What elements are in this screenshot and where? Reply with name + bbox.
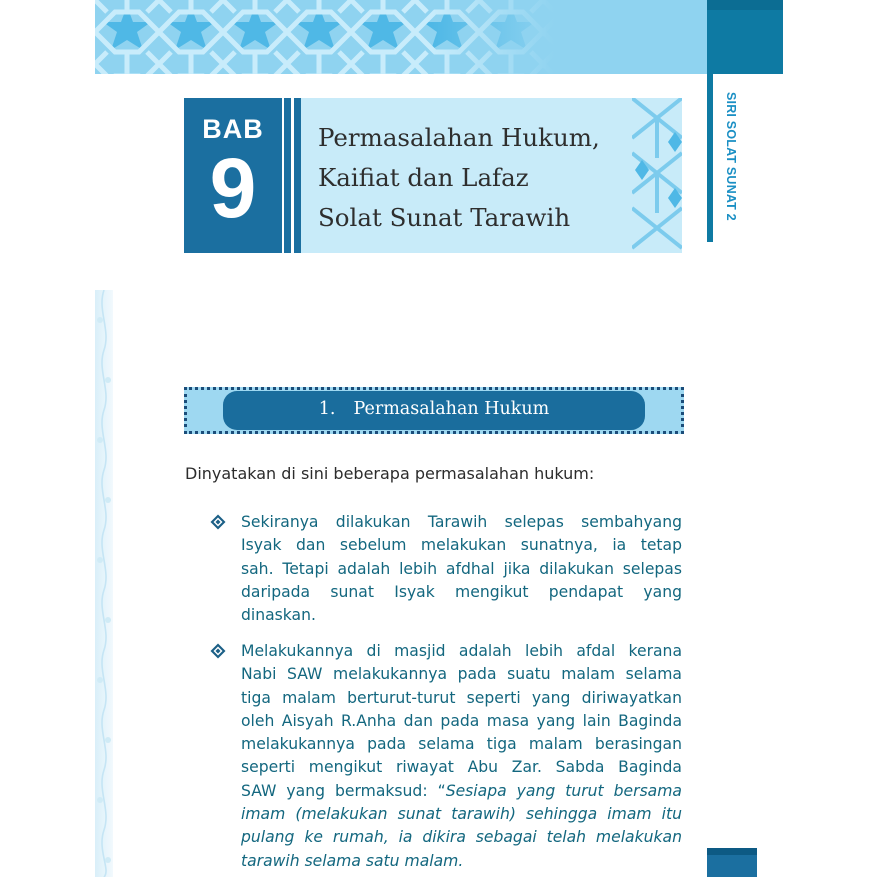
bullet-line: Isyak dan sebelum melakukan sunatnya, ia tetap	[241, 536, 682, 555]
bullet-line: seperti mengikut riwayat Abu Zar. Sabda Baginda	[241, 758, 682, 777]
intro-paragraph: Dinyatakan di sini beberapa permasalahan hukum:	[185, 464, 595, 483]
bullet-item	[241, 640, 682, 873]
bullet-line: Nabi SAW melakukannya pada suatu malam selama	[241, 665, 682, 684]
chapter-number: 9	[209, 141, 257, 235]
section-heading	[223, 396, 645, 422]
chapter-title	[318, 118, 638, 238]
bullet-line: daripada sunat Isyak mengikut pendapat yang	[241, 582, 682, 601]
side-accent-strip	[707, 74, 713, 242]
chapter-title-line: Kaifiat dan Lafaz	[318, 163, 529, 192]
top-right-tab	[707, 0, 783, 74]
chapter-divider-bar	[284, 98, 291, 253]
bullet-line: Sekiranya dilakukan Tarawih selepas sembahyang	[241, 513, 682, 531]
quote-line: tarawih selama satu malam.	[241, 851, 464, 870]
diamond-bullet-icon	[210, 643, 226, 659]
bullet-line: melakukannya pada selama tiga malam berasingan	[241, 735, 682, 754]
series-side-label: SIRI SOLAT SUNAT 2	[724, 92, 738, 221]
chapter-title-box	[301, 98, 682, 253]
chapter-divider-bar	[294, 98, 301, 253]
quote-line: pulang ke rumah, ia dikira sebagai telah melakukan	[241, 828, 682, 847]
bullet-line-plain: SAW yang bermaksud: “	[241, 781, 446, 800]
bullet-line-mixed	[241, 780, 682, 803]
bullet-line: oleh Aisyah R.Anha dan pada masa yang lain Baginda	[241, 711, 682, 730]
bullet-line: Melakukannya di masjid adalah lebih afdal kerana	[241, 642, 682, 660]
floral-pattern-icon	[95, 290, 113, 877]
bullet-line: tiga malam berturut-turut seperti yang diriwayatkan	[241, 688, 682, 707]
top-pattern-banner	[95, 0, 707, 74]
bottom-page-tab	[707, 848, 757, 877]
quote-start: Sesiapa yang turut bersama	[445, 781, 682, 800]
bullet-item	[241, 511, 682, 627]
left-floral-border	[95, 290, 113, 877]
diamond-bullet-icon	[210, 514, 226, 530]
quote-line: imam (melakukan sunat tarawih) sehingga imam itu	[241, 805, 682, 824]
geometric-pattern-icon	[95, 0, 707, 74]
geometric-pattern-icon	[632, 98, 682, 253]
bullet-line: dinaskan.	[241, 606, 316, 625]
section-title: Permasalahan Hukum	[353, 399, 550, 419]
chapter-number-box	[184, 98, 282, 253]
chapter-title-line: Permasalahan Hukum,	[318, 123, 600, 152]
chapter-label: BAB	[202, 114, 264, 144]
bullet-line: sah. Tetapi adalah lebih afdhal jika dilakukan selepas	[241, 559, 682, 578]
section-number: 1.	[318, 399, 336, 419]
chapter-title-line: Solat Sunat Tarawih	[318, 203, 571, 232]
